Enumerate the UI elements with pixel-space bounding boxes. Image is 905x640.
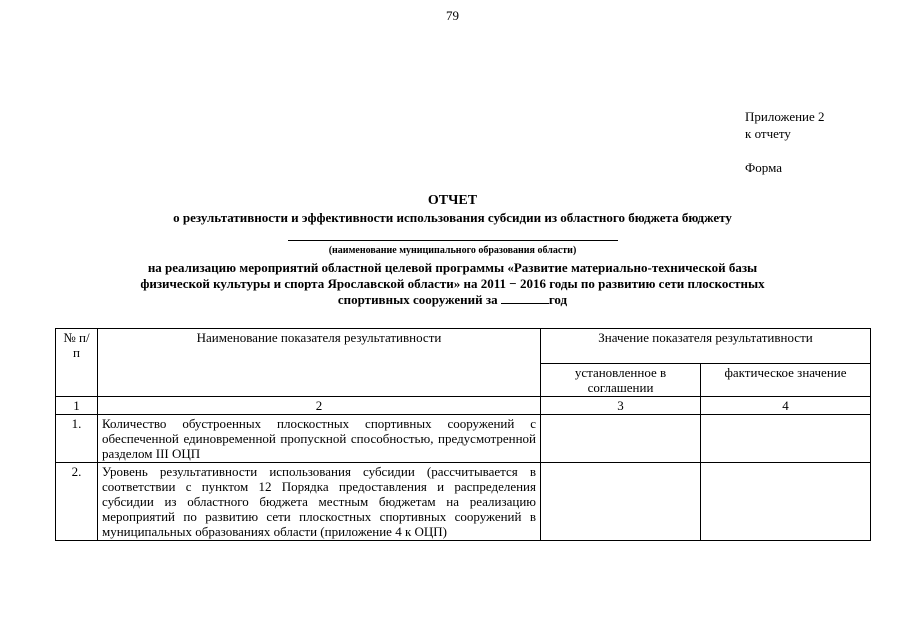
indicators-table: [55, 328, 871, 541]
row-num: 2.: [56, 463, 98, 541]
row-planned-cell[interactable]: [541, 415, 701, 463]
column-number-row: [56, 397, 871, 415]
purpose-line-1: на реализацию мероприятий областной целевой программы «Развитие материально-технической базы: [147, 260, 758, 275]
header-name: Наименование показателя результативности: [98, 329, 541, 397]
row-name: Количество обустроенных плоскостных спортивных сооружений с обеспеченной единовременной пропускной способностью, предусмотренной разделом III ОЦП: [98, 415, 541, 463]
column-number: 1: [56, 397, 98, 415]
row-actual-cell[interactable]: [701, 415, 871, 463]
column-number: 2: [98, 397, 541, 415]
purpose-line-3-prefix: спортивных сооружений за: [337, 292, 498, 307]
header-planned: установленное в соглашении: [541, 364, 701, 397]
row-actual-cell[interactable]: [701, 463, 871, 541]
table-header-row: [56, 329, 871, 364]
appendix-line-1: Приложение 2: [745, 109, 825, 124]
form-label: Форма: [745, 160, 782, 175]
header-num: № п/п: [56, 329, 98, 397]
header-actual: фактическое значение: [701, 364, 871, 397]
purpose-line-2: физической культуры и спорта Ярославской области» на 2011 − 2016 годы по развитию сети плоскостных: [140, 276, 765, 291]
municipality-blank-line: [288, 240, 618, 241]
header-value: Значение показателя результативности: [541, 329, 871, 364]
report-title: ОТЧЕТ: [427, 193, 478, 208]
row-num: 1.: [56, 415, 98, 463]
appendix-line-2: к отчету: [745, 126, 791, 141]
purpose-line-3: [90, 292, 815, 308]
municipality-hint: (наименование муниципального образования области): [328, 245, 577, 256]
page-number: 79: [446, 8, 459, 23]
row-name: Уровень результативности использования субсидии (рассчитывается в соответствии с пунктом 12 Порядка предоставления и распределения субсидии из областного бюджета местным бюджетам на реализацию мероприятий по развитию сети плоскостных спортивных сооружений в муниципальных образованиях области (приложение 4 к ОЦП): [98, 463, 541, 541]
table-row: [56, 463, 871, 541]
year-blank: [501, 292, 549, 304]
table-row: [56, 415, 871, 463]
purpose-line-3-suffix: год: [548, 292, 568, 307]
row-planned-cell[interactable]: [541, 463, 701, 541]
column-number: 4: [701, 397, 871, 415]
report-subtitle: о результативности и эффективности использования субсидии из областного бюджета бюджету: [173, 210, 732, 225]
appendix-note: [745, 108, 825, 142]
report-purpose: [90, 260, 815, 308]
column-number: 3: [541, 397, 701, 415]
